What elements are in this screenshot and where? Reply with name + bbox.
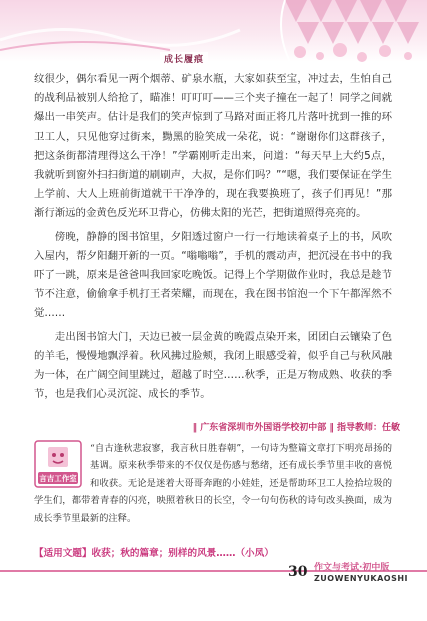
- author-school-teacher: ‖ 广东省深圳市外国语学校初中部 ‖ 指导教师：任敏: [192, 423, 400, 433]
- applicable-topics: 【适用文题】收获；秋的篇章；别样的风景……（小凤）: [34, 548, 274, 559]
- studio-badge-label: 言吉工作室: [39, 474, 77, 483]
- article-paragraph: 傍晚，静静的图书馆里，夕阳透过窗户一行一行地读着桌子上的书，风吹入屋内，帮夕阳翻开新的一页。“嗡嗡嗡”，手机的震动声，把沉浸在书中的我吓了一跳，原来是爸爸叫我回家吃晚饭。记得上个学期做作业时，我总是趁节节不注意，偷偷拿手机打王者荣耀，而现在，我在图书馆泡一个下午都浑然不觉……: [34, 230, 392, 320]
- article-body: [34, 70, 392, 404]
- pattern-decoration-icon: [0, 0, 427, 62]
- article-paragraph: 走出图书馆大门，天边已被一层金黄的晚霞点染开来，团团白云镶染了色的羊毛，慢慢地飘浮着。秋风拂过脸颊，我闭上眼感受着，似乎自己与秋风融为一体，在广阔空间里跳过，超越了时空……秋季，正是万物成熟、收获的季节，也是我们心灵沉淀、成长的季节。: [34, 330, 392, 401]
- magazine-title: 作文与考试·初中版: [314, 563, 390, 573]
- section-title: 成长履痕: [160, 52, 208, 65]
- article-paragraph: 纹很少，偶尔看见一两个烟蒂、矿泉水瓶，大家如获至宝，冲过去，生怕自己的战利品被别人给抢了，瞄准！叮叮叮——三个夹子撞在一起了！同学之间就爆出一串笑声。估计是我们的笑声惊到了马路对面正将几片落叶扰到一推的环卫工人，只见他穿过街来，黝黑的脸笑成一朵花，说：“谢谢你们这群孩子，把这条街都清理得这么干净！”学霸刚听走出来，问道：“每天早上大约5点，我就听到窗外扫扫街道的刷刷声，大叔，是你们吗？”“嗯，我们要保证在学生上学前、大人上班前街道就干干净净的，现在我要换班了，孩子们再见！”那渐行渐远的金黄色反光环卫背心，仿佛太阳的光芒，把街道照得亮亮的。: [34, 73, 392, 220]
- header-decoration: [0, 0, 427, 62]
- teacher-comment: [34, 440, 392, 527]
- page-number: 30: [288, 564, 308, 580]
- teacher-comment-text: “自古逢秋悲寂寥，我言秋日胜春朝”，一句诗为整篇文章打下明亮昂扬的基调。原来秋季带来的不仅仅是伤感与愁绪，还有成长季节里丰收的喜悦和收获。无论是迷着大哥哥奔跑的小娃娃，还是帮助环卫工人捡拾垃圾的学生们，都带着青春的闪亮，映照着秋日的长空，令一句句伤秋的诗句改头换面，成为成长季节里最新的注释。: [34, 443, 392, 524]
- magazine-pinyin: ZUOWENYUKAOSHI: [314, 574, 408, 583]
